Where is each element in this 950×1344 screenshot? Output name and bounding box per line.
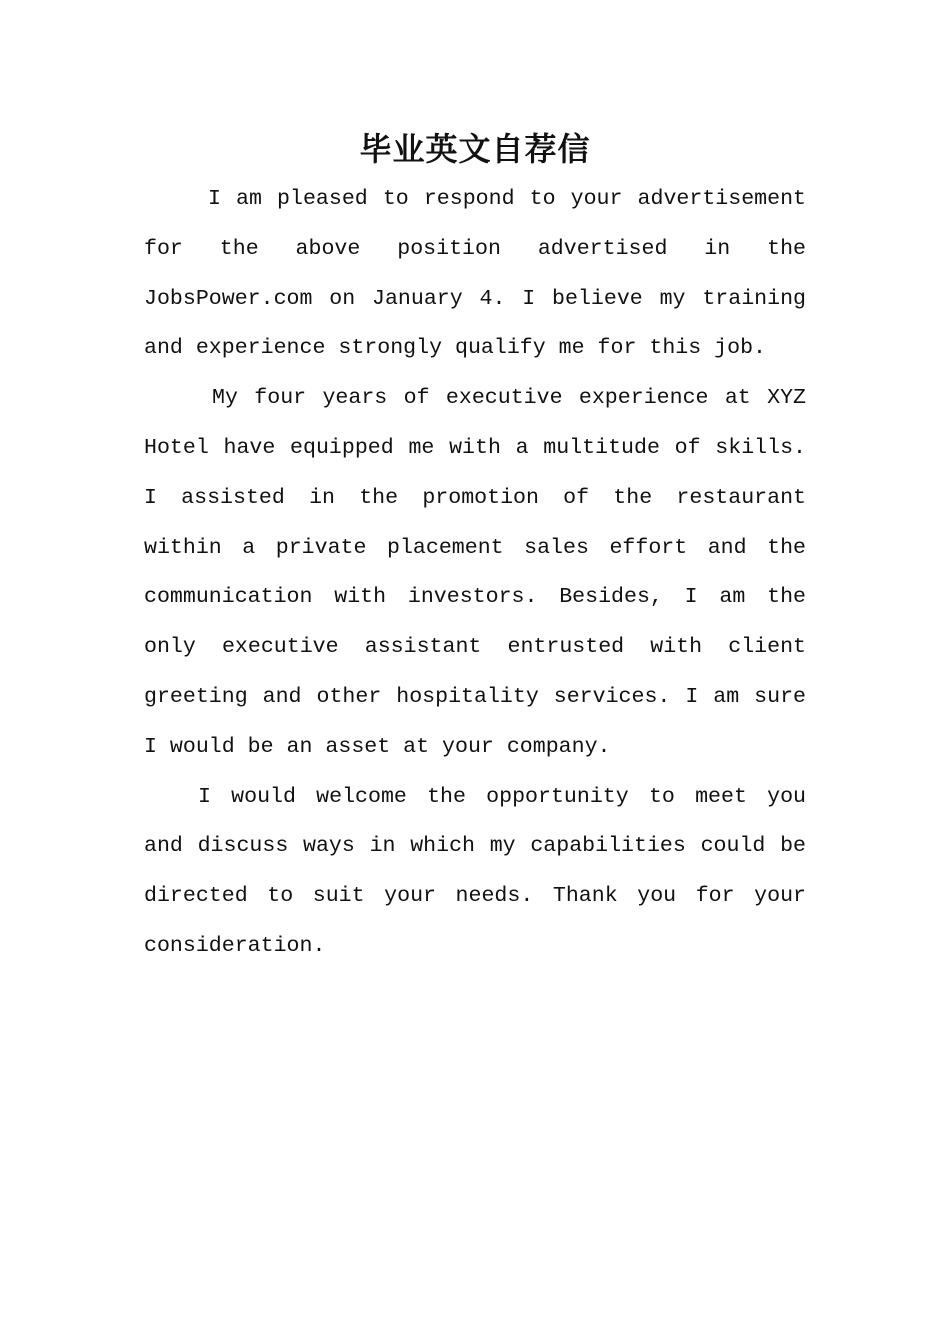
page-title: 毕业英文自荐信 (359, 130, 591, 168)
letter-body (144, 175, 806, 972)
paragraph-2: My four years of executive experience at XYZ Hotel have equipped me with a multitude of skills. I assisted in the promotion of the restaurant within a private placement sales effort and the communication with investors. Besides, I am the only executive assistant entrusted with client greeting and other hospitality services. I am sure I would be an asset at your company. (144, 386, 806, 759)
paragraph-1: I am pleased to respond to your advertisement for the above position advertised in the JobsPower.com on January 4. I believe my training and experience strongly qualify me for this job. (144, 187, 806, 361)
paragraph-3: I would welcome the opportunity to meet you and discuss ways in which my capabilities could be directed to suit your needs. Thank you for your consideration. (144, 784, 806, 958)
